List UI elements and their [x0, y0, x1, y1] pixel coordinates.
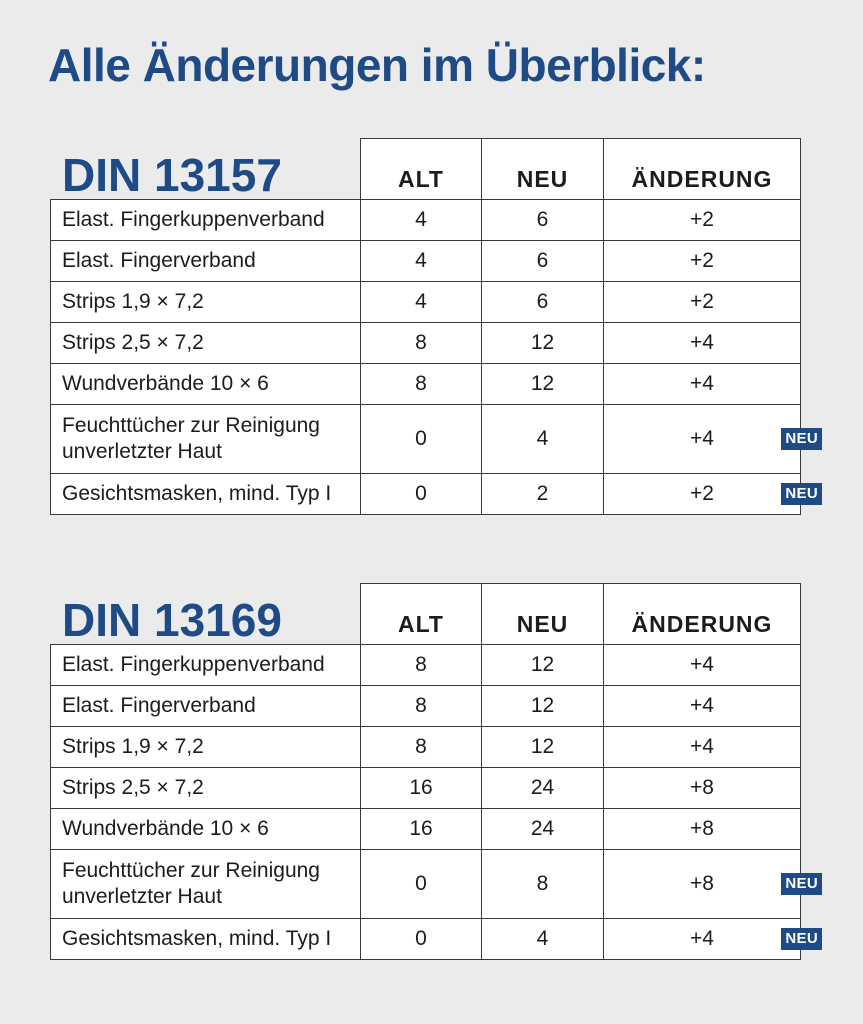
table-row [51, 645, 801, 686]
neu-value: 12 [530, 653, 555, 676]
table-row [51, 364, 801, 405]
header-neu: NEU [482, 139, 604, 200]
neu-value: 2 [536, 482, 549, 505]
item-name: Gesichtsmasken, mind. Typ I [62, 482, 332, 505]
item-name: Wundverbände 10 × 6 [62, 817, 269, 840]
section-title: DIN 13169 [62, 594, 282, 646]
table-row [51, 282, 801, 323]
change-value: +4 [690, 653, 714, 676]
change-value: +4 [690, 372, 714, 395]
neu-value: 24 [530, 776, 555, 799]
item-name: Gesichtsmasken, mind. Typ I [62, 927, 332, 950]
alt-value: 16 [409, 817, 433, 840]
alt-value: 0 [415, 427, 427, 450]
alt-value: 8 [415, 372, 427, 395]
new-badge: NEU [781, 873, 822, 895]
table-row [51, 405, 801, 474]
table-row [51, 727, 801, 768]
neu-value: 12 [530, 372, 555, 395]
neu-value: 6 [536, 208, 549, 231]
change-value: +4 [690, 331, 714, 354]
new-badge: NEU [781, 483, 822, 505]
alt-value: 4 [415, 208, 427, 231]
table-row [51, 686, 801, 727]
change-value: +4 [690, 735, 714, 758]
alt-value: 0 [415, 482, 427, 505]
alt-value: 8 [415, 735, 427, 758]
item-name: Elast. Fingerverband [62, 249, 256, 272]
alt-value: 4 [415, 249, 427, 272]
header-alt: ALT [361, 584, 482, 645]
new-badge: NEU [781, 928, 822, 950]
neu-value: 12 [530, 735, 555, 758]
change-value: +2 [690, 249, 714, 272]
neu-value: 4 [536, 427, 549, 450]
item-name: Strips 1,9 × 7,2 [62, 735, 204, 758]
item-name: Feuchttücher zur Reinigung unverletzter Haut [62, 414, 320, 463]
alt-value: 8 [415, 331, 427, 354]
change-value: +4 [690, 694, 714, 717]
neu-value: 24 [530, 817, 555, 840]
page-title: Alle Änderungen im Überblick: [48, 39, 706, 91]
alt-value: 8 [415, 694, 427, 717]
neu-value: 8 [536, 872, 549, 895]
item-name: Strips 1,9 × 7,2 [62, 290, 204, 313]
change-value: +8 [690, 817, 714, 840]
table-row [51, 768, 801, 809]
change-value: +4 [690, 927, 714, 950]
neu-value: 12 [530, 694, 555, 717]
alt-value: 0 [415, 927, 427, 950]
alt-value: 8 [415, 653, 427, 676]
neu-value: 6 [536, 249, 549, 272]
item-name: Feuchttücher zur Reinigung unverletzter Haut [62, 859, 320, 908]
table-row [51, 850, 801, 919]
neu-value: 12 [530, 331, 555, 354]
header-neu: NEU [482, 584, 604, 645]
change-value: +2 [690, 290, 714, 313]
header-change: ÄNDERUNG [604, 139, 801, 200]
new-badge: NEU [781, 428, 822, 450]
header-change: ÄNDERUNG [604, 584, 801, 645]
table-row [51, 474, 801, 515]
table-row [51, 809, 801, 850]
item-name: Elast. Fingerkuppenverband [62, 208, 325, 231]
neu-value: 4 [536, 927, 549, 950]
item-name: Elast. Fingerverband [62, 694, 256, 717]
item-name: Wundverbände 10 × 6 [62, 372, 269, 395]
item-name: Strips 2,5 × 7,2 [62, 331, 204, 354]
change-value: +8 [690, 872, 714, 895]
change-value: +2 [690, 482, 714, 505]
header-alt: ALT [361, 139, 482, 200]
table-row [51, 323, 801, 364]
section-title: DIN 13157 [62, 149, 282, 201]
alt-value: 4 [415, 290, 427, 313]
item-name: Strips 2,5 × 7,2 [62, 776, 204, 799]
change-value: +8 [690, 776, 714, 799]
item-name: Elast. Fingerkuppenverband [62, 653, 325, 676]
table-row [51, 200, 801, 241]
table-row [51, 919, 801, 960]
change-value: +2 [690, 208, 714, 231]
alt-value: 0 [415, 872, 427, 895]
table-row [51, 241, 801, 282]
neu-value: 6 [536, 290, 549, 313]
alt-value: 16 [409, 776, 433, 799]
change-value: +4 [690, 427, 714, 450]
